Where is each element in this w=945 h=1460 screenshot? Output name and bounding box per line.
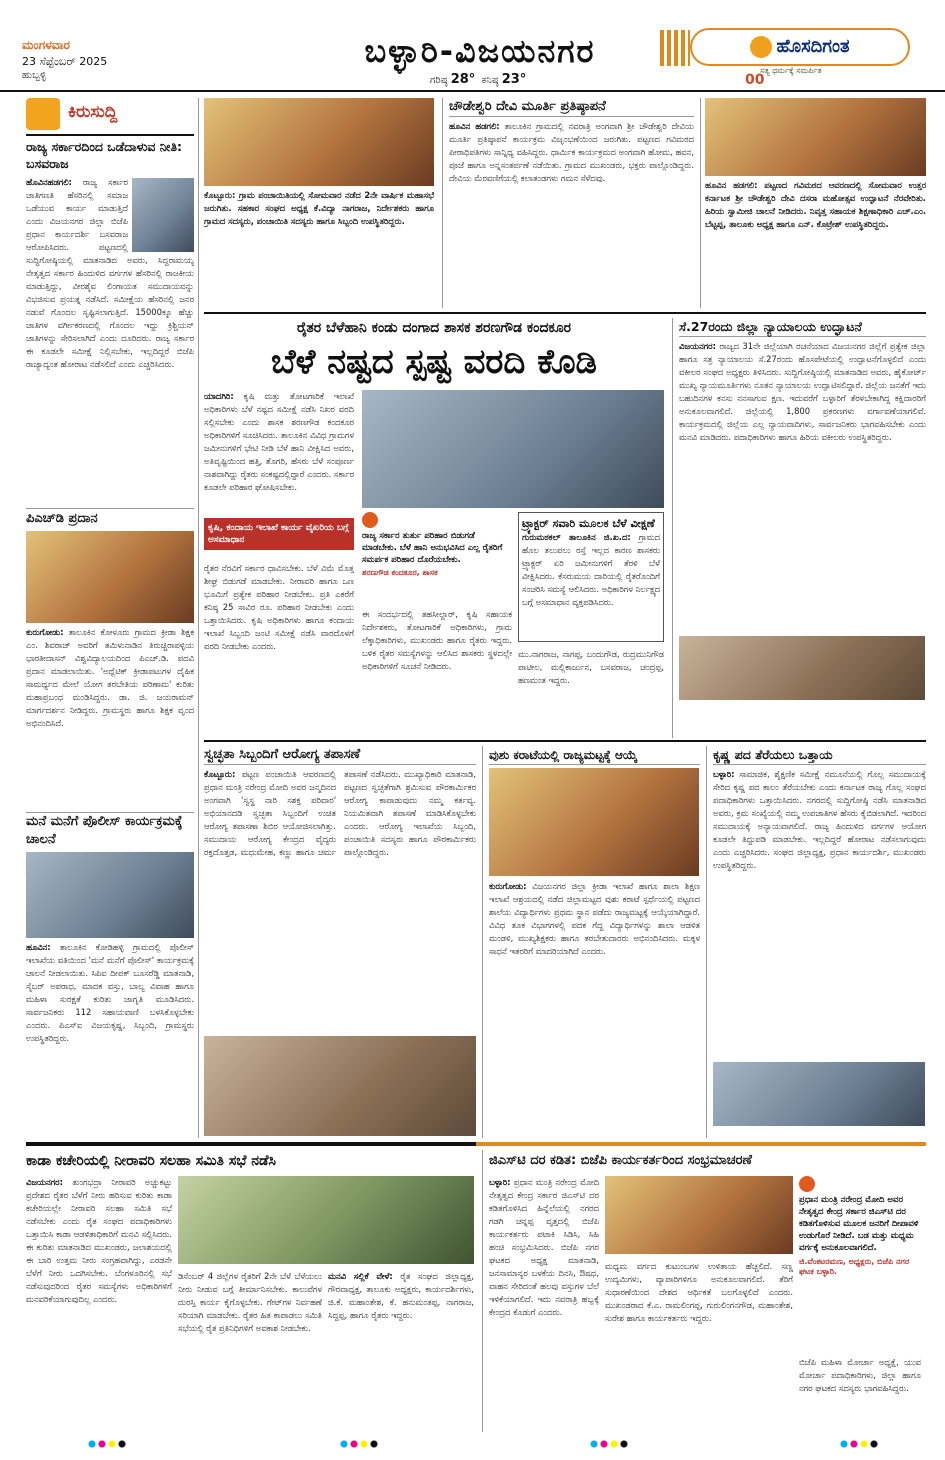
column-rule <box>198 98 199 1138</box>
story-body: ತಾಲೂಕಿನ ಕೋಡಿಹಳ್ಳಿ ಗ್ರಾಮದಲ್ಲಿ ಪೊಲೀಸ್ ಇಲಾಖೆಯ ವತಿಯಿಂದ 'ಮನೆ ಮನೆಗೆ ಪೊಲೀಸ್' ಕಾರ್ಯಕ್ರಮಕ್ಕೆ ಚಾಲನೆ ನೀಡಲಾಯಿತು. ಸಿಪಿಐ ದೀಪಕ್ ಬೂಸರೆಡ್ಡಿ ಮಾತನಾಡಿ, ಸೈಬರ್ ಅಪರಾಧ, ಮಾದಕ ವಸ್ತು, ಬಾಲ್ಯ ವಿವಾಹ ಹಾಗೂ ಮಹಿಳಾ ಸುರಕ್ಷತೆ ಕುರಿತು ಜಾಗೃತಿ ಮೂಡಿಸಿದರು. ಸಾರ್ವಜನಿಕರು 112 ಸಹಾಯವಾಣಿ ಬಳಸಿಕೊಳ್ಳಬೇಕು ಎಂದರು. ಪಿಎಸ್‌ಐ ವಿಜಯಕೃಷ್ಣ, ಸಿಬ್ಬಂದಿ, ಗ್ರಾಮಸ್ಥರು ಉಪಸ್ಥಿತರಿದ್ದರು. <box>26 942 194 1043</box>
story-title: ಮನೆ ಮನೆಗೆ ಪೊಲೀಸ್ ಕಾರ್ಯಕ್ರಮಕ್ಕೆ ಚಾಲನೆ <box>26 814 183 847</box>
dateline: ಹೊವಿನಹಡಗಲಿ: <box>26 177 72 187</box>
tractor-box <box>518 512 664 642</box>
hand-icon <box>26 98 60 130</box>
story-title: ಕಾಡಾ ಕಚೇರಿಯಲ್ಲಿ ನೀರಾವರಿ ಸಲಹಾ ಸಮಿತಿ ಸಭೆ ನಡೆಸಿ <box>26 1153 276 1169</box>
story-chowdeshwari <box>442 98 694 308</box>
police-photo <box>26 852 194 938</box>
lead-headline: ಬೆಳೆ ನಷ್ಟದ ಸ್ಪಷ್ಟ ವರದಿ ಕೊಡಿ <box>271 342 597 382</box>
lead-quote <box>362 512 512 604</box>
issue-date: 23 ಸೆಪ್ಟೆಂಬರ್ 2025 <box>22 55 108 68</box>
lead-people-wrap <box>518 648 664 736</box>
dateline: ವಿಜಯನಗರ: <box>26 1177 63 1187</box>
section-label-kirusuddi <box>26 98 194 130</box>
story-body: ರಾಜ್ಯದ 31ನೇ ಜಿಲ್ಲೆಯಾಗಿ ರಚನೆಯಾದ ವಿಜಯನಗರ ಜಿಲ್ಲೆಗೆ ಪ್ರತ್ಯೇಕ ಜಿಲ್ಲಾ ಹಾಗೂ ಸತ್ರ ನ್ಯಾಯಾಲಯ ಸೆ.27ರಂದು ಹೊಸಪೇಟೆಯಲ್ಲಿ ಉದ್ಘಾಟನೆಗೊಳ್ಳಲಿದೆ ಎಂದು ವಕೀಲರ ಸಂಘದ ಅಧ್ಯಕ್ಷರು ತಿಳಿಸಿದರು. ಸುದ್ದಿಗೋಷ್ಠಿಯಲ್ಲಿ ಮಾತನಾಡಿದ ಅವರು, ಹೈಕೋರ್ಟ್ ಮುಖ್ಯ ನ್ಯಾಯಮೂರ್ತಿಗಳು ನೂತನ ನ್ಯಾಯಾಲಯ ಉದ್ಘಾಟಿಸಲಿದ್ದಾರೆ. ಜಿಲ್ಲೆಯ ಜನತೆಗೆ ಇದು ಬಹುದಿನಗಳ ಕನಸು ನನಸಾಗುವ ಕ್ಷಣ. ಇದುವರೆಗೆ ಬಳ್ಳಾರಿಗೆ ತೆರಳಬೇಕಾಗಿದ್ದ ಕಕ್ಷಿದಾರರಿಗೆ ಅನುಕೂಲವಾಗಲಿದೆ. ಜಿಲ್ಲೆಯಲ್ಲಿ 1,800 ಪ್ರಕರಣಗಳು ವರ್ಗಾವಣೆಯಾಗಲಿವೆ. ಕಾರ್ಯಕ್ರಮದಲ್ಲಿ ಜಿಲ್ಲೆಯ ಎಲ್ಲ ನ್ಯಾಯವಾದಿಗಳು, ಸಾರ್ವಜನಿಕರು ಭಾಗವಹಿಸಬೇಕು ಎಂದು ಮನವಿ ಮಾಡಿದರು. ಪದಾಧಿಕಾರಿಗಳು ಹಾಗೂ ಹಿರಿಯ ವಕೀಲರು ಉಪಸ್ಥಿತರಿದ್ದರು. <box>679 341 926 442</box>
story-body: ಪಟ್ಟಣ ಪಂಚಾಯಿತಿ ಆವರಣದಲ್ಲಿ ಪ್ರಧಾನ ಮಂತ್ರಿ ನರೇಂದ್ರ ಮೋದಿ ಅವರ ಜನ್ಮದಿನದ ಅಂಗವಾಗಿ 'ಸ್ವಸ್ಥ ನಾರಿ ಸಶಕ್ತ ಪರಿವಾರ' ಅಭಿಯಾನದಡಿ ಸ್ವಚ್ಛತಾ ಸಿಬ್ಬಂದಿಗೆ ಉಚಿತ ಆರೋಗ್ಯ ತಪಾಸಣಾ ಶಿಬಿರ ಆಯೋಜಿಸಲಾಗಿತ್ತು. ಸಮುದಾಯ ಆರೋಗ್ಯ ಕೇಂದ್ರದ ವೈದ್ಯರು ರಕ್ತದೊತ್ತಡ, ಮಧುಮೇಹ, ಕಣ್ಣು ಹಾಗೂ ಚರ್ಮ ತಪಾಸಣೆ ನಡೆಸಿದರು. ಮುಖ್ಯಾಧಿಕಾರಿ ಮಾತನಾಡಿ, ಪಟ್ಟಣದ ಸ್ವಚ್ಛತೆಗಾಗಿ ಶ್ರಮಿಸುವ ಪೌರಕಾರ್ಮಿಕರ ಆರೋಗ್ಯ ಕಾಪಾಡುವುದು ನಮ್ಮ ಕರ್ತವ್ಯ. ನಿಯಮಿತವಾಗಿ ತಪಾಸಣೆ ಮಾಡಿಸಿಕೊಳ್ಳಬೇಕು ಎಂದರು. ಆರೋಗ್ಯ ಇಲಾಖೆಯ ಸಿಬ್ಬಂದಿ, ಪಂಚಾಯಿತಿ ಸದಸ್ಯರು ಹಾಗೂ ಪೌರಕಾರ್ಮಿಕರು ಪಾಲ್ಗೊಂಡಿದ್ದರು. <box>204 769 476 857</box>
story-dasara-photo <box>700 98 926 308</box>
story-phd <box>26 508 194 808</box>
quote-author: ಜಿ.ವೆಂಕಟರಮಣ, ಅಧ್ಯಕ್ಷರು, ಬಿಜೆಪಿ ನಗರ ಘಟಕ ಬಳ್ಳಾರಿ. <box>799 1257 910 1276</box>
dateline: ಬಳ್ಳಾರಿ: <box>489 1177 511 1187</box>
story-krishna <box>706 746 926 1138</box>
dateline: ಯಾದಗಿರಿ: <box>204 391 234 401</box>
lead-body-1: ಕೃಷಿ ಮತ್ತು ತೋಟಗಾರಿಕೆ ಇಲಾಖೆ ಅಧಿಕಾರಿಗಳು ಬೆಳೆ ನಷ್ಟದ ಸಮೀಕ್ಷೆ ನಡೆಸಿ ನಿಖರ ವರದಿ ಸಲ್ಲಿಸಬೇಕು ಎಂದು ಶಾಸಕ ಶರಣಗೌಡ ಕಂದಕೂರ ಅಧಿಕಾರಿಗಳಿಗೆ ಸೂಚಿಸಿದರು. ತಾಲೂಕಿನ ವಿವಿಧ ಗ್ರಾಮಗಳ ಜಮೀನುಗಳಿಗೆ ಭೇಟಿ ನೀಡಿ ಬೆಳೆ ಹಾನಿ ವೀಕ್ಷಿಸಿದ ಅವರು, ಅತಿವೃಷ್ಟಿಯಿಂದ ಹತ್ತಿ, ತೊಗರಿ, ಹೆಸರು ಬೆಳೆ ಸಂಪೂರ್ಣ ನಾಶವಾಗಿದ್ದು ರೈತರು ಸಂಕಷ್ಟದಲ್ಲಿದ್ದಾರೆ ಎಂದರು. ಸರ್ಕಾರ ಕೂಡಲೇ ಪರಿಹಾರ ಘೋಷಿಸಬೇಕು. <box>204 391 354 492</box>
issue-day: ಮಂಗಳವಾರ <box>22 38 71 52</box>
page-number: 00 <box>745 72 765 88</box>
story-title: ಸೆ.27ರಂದು ಜಿಲ್ಲಾ ನ್ಯಾಯಾಲಯ ಉದ್ಘಾಟನೆ <box>679 318 926 337</box>
phd-photo <box>26 531 194 623</box>
story-kada <box>26 1150 474 1432</box>
court-photo <box>679 636 925 700</box>
dasara-photo <box>705 98 926 176</box>
kada-body-2: ಡಿಸೆಂಬರ್ 4 ಜಿಲ್ಲೆಗಳ ರೈತರಿಗೆ 2ನೇ ಬೆಳೆ ಬೆಳೆಯಲು ನೀರು ನೀಡುವ ಬಗ್ಗೆ ತೀರ್ಮಾನಿಸಬೇಕು. ಕಾಲುವೆಗಳ ದುರಸ್ತಿ ಕಾರ್ಯ ಕೈಗೊಳ್ಳಬೇಕು. ಗೇಟ್‌ಗಳ ನಿರ್ವಹಣೆ ಸರಿಯಾಗಿ ಮಾಡಬೇಕು. ರೈತರ ಹಿತ ಕಾಪಾಡಲು ಸಮಿತಿ ಸಭೆಯಲ್ಲಿ ರೈತ ಪ್ರತಿನಿಧಿಗಳಿಗೆ ಅವಕಾಶ ನೀಡಬೇಕು. <box>178 1271 322 1333</box>
kada-body-2-wrap <box>178 1270 322 1432</box>
dateline: ಕೊಟ್ಟೂರು: <box>204 769 236 779</box>
karate-photo <box>489 768 699 876</box>
dateline: ಕೊಟ್ಟೂರು: <box>204 190 236 200</box>
lead-body-2: ರೈತರ ನೆರವಿಗೆ ಸರ್ಕಾರ ಧಾವಿಸಬೇಕು. ಬೆಳೆ ವಿಮೆ ಮೊತ್ತ ಶೀಘ್ರ ಬಿಡುಗಡೆ ಮಾಡಬೇಕು. ನೀರಾವರಿ ಹಾಗೂ ಒಣ ಭೂಮಿಗೆ ಪ್ರತ್ಯೇಕ ಪರಿಹಾರ ನೀಡಬೇಕು. ಪ್ರತಿ ಎಕರೆಗೆ ಕನಿಷ್ಠ 25 ಸಾವಿರ ರೂ. ಪರಿಹಾರ ನೀಡಬೇಕು ಎಂದು ಒತ್ತಾಯಿಸಿದರು. ಕೃಷಿ ಅಧಿಕಾರಿಗಳು ಹಾಗೂ ಕಂದಾಯ ಇಲಾಖೆ ಸಿಬ್ಬಂದಿ ಜಂಟಿ ಸಮೀಕ್ಷೆ ನಡೆಸಿ ವಾರದೊಳಗೆ ವರದಿ ನೀಡಬೇಕು ಎಂದರು. <box>204 563 354 651</box>
story-title: ಸ್ವಚ್ಛತಾ ಸಿಬ್ಬಂದಿಗೆ ಆರೋಗ್ಯ ತಪಾಸಣೆ <box>204 746 476 765</box>
story-title: ವುಶು ಕರಾಟೆಯಲ್ಲಿ ರಾಜ್ಯಮಟ್ಟಕ್ಕೆ ಆಯ್ಕೆ <box>489 746 700 765</box>
dateline: ಕುರುಗೋಡು: <box>26 627 64 637</box>
caption: ಗ್ರಾಮ ಪಂಚಾಯಿತಿಯಲ್ಲಿ ಸೋಮವಾರ ನಡೆದ 2ನೇ ವಾರ್ಷಿಕ ಮಹಾಸಭೆ ಜರುಗಿತು. ಸಹಕಾರ ಸಂಘದ ಅಧ್ಯಕ್ಷ ಕೆ.ವಿದ್ಯಾ ನಾಗರಾಜ, ನಿರ್ದೇಶಕರು ಹಾಗೂ ಗ್ರಾಮದ ಸದಸ್ಯರು, ಪಂಚಾಯಿತಿ ಸದಸ್ಯರು ಹಾಗೂ ಸಿಬ್ಬಂದಿ ಉಪಸ್ಥಿತರಿದ್ದರು. <box>204 190 434 226</box>
masthead <box>0 0 945 92</box>
lead-body-2-wrap <box>204 562 354 736</box>
story-body: ವಿಜಯನಗರ ಜಿಲ್ಲಾ ಕ್ರೀಡಾ ಇಲಾಖೆ ಹಾಗೂ ಶಾಲಾ ಶಿಕ್ಷಣ ಇಲಾಖೆ ಆಶ್ರಯದಲ್ಲಿ ನಡೆದ ಜಿಲ್ಲಾಮಟ್ಟದ ವುಶು ಕರಾಟೆ ಸ್ಪರ್ಧೆಯಲ್ಲಿ ಪಟ್ಟಣದ ಶಾಲೆಯ ವಿದ್ಯಾರ್ಥಿಗಳು ಪ್ರಥಮ ಸ್ಥಾನ ಪಡೆದು ರಾಜ್ಯಮಟ್ಟಕ್ಕೆ ಆಯ್ಕೆಯಾಗಿದ್ದಾರೆ. ವಿವಿಧ ತೂಕ ವಿಭಾಗಗಳಲ್ಲಿ ಪದಕ ಗೆದ್ದ ವಿದ್ಯಾರ್ಥಿಗಳನ್ನು ಶಾಲಾ ಆಡಳಿತ ಮಂಡಳಿ, ಮುಖ್ಯಶಿಕ್ಷಕರು ಹಾಗೂ ತರಬೇತುದಾರರು ಅಭಿನಂದಿಸಿದರು. ಮಕ್ಕಳ ಸಾಧನೆ ಇತರರಿಗೆ ಮಾದರಿಯಾಗಿದೆ ಎಂದರು. <box>489 881 700 956</box>
tractor-title: ಟ್ರ್ಯಾಕ್ಟರ್ ಸವಾರಿ ಮೂಲಕ ಬೆಳೆ ವೀಕ್ಷಣೆ <box>522 517 655 530</box>
kada-body-1: ತುಂಗಭದ್ರಾ ನೀರಾವರಿ ಅಚ್ಚುಕಟ್ಟು ಪ್ರದೇಶದ ರೈತರ ಬೆಳೆಗೆ ನೀರು ಹರಿಸುವ ಕುರಿತು ಕಾಡಾ ಕಚೇರಿಯಲ್ಲೇ ನೀರಾವರಿ ಸಲಹಾ ಸಮಿತಿ ಸಭೆ ನಡೆಸಬೇಕು ಎಂದು ರೈತ ಸಂಘದ ಪದಾಧಿಕಾರಿಗಳು ಒತ್ತಾಯಿಸಿ ಕಾಡಾ ಆಡಳಿತಾಧಿಕಾರಿಗೆ ಮನವಿ ಸಲ್ಲಿಸಿದರು. ಈ ಕುರಿತು ಮಾತನಾಡಿದ ಮುಖಂಡರು, ಜಲಾಶಯದಲ್ಲಿ ಈ ಬಾರಿ ಉತ್ತಮ ನೀರು ಸಂಗ್ರಹವಾಗಿದ್ದು, ಎರಡನೇ ಬೆಳೆಗೆ ನೀರು ಒದಗಿಸಬೇಕು. ಬೆಂಗಳೂರಿನಲ್ಲಿ ಸಭೆ ನಡೆಸುವುದರಿಂದ ರೈತರ ಸಮಸ್ಯೆಗಳು ಅಧಿಕಾರಿಗಳಿಗೆ ಮನವರಿಕೆಯಾಗುವುದಿಲ್ಲ ಎಂದರು. <box>26 1177 172 1304</box>
kada-photo <box>178 1176 474 1264</box>
portrait-photo <box>132 178 194 252</box>
gst-photo <box>605 1176 793 1254</box>
lead-photo <box>362 390 664 508</box>
lead-body-3-wrap <box>362 608 512 736</box>
gst-body-1: ಪ್ರಧಾನ ಮಂತ್ರಿ ನರೇಂದ್ರ ಮೋದಿ ನೇತೃತ್ವದ ಕೇಂದ್ರ ಸರ್ಕಾರ ಜಿಎಸ್‌ಟಿ ದರ ಕಡಿತಗೊಳಿಸಿದ ಹಿನ್ನೆಲೆಯಲ್ಲಿ ನಗರದ ಗಡಗಿ ಚನ್ನಪ್ಪ ವೃತ್ತದಲ್ಲಿ ಬಿಜೆಪಿ ಕಾರ್ಯಕರ್ತರು ಪಟಾಕಿ ಸಿಡಿಸಿ, ಸಿಹಿ ಹಂಚಿ ಸಂಭ್ರಮಿಸಿದರು. ಬಿಜೆಪಿ ನಗರ ಘಟಕದ ಅಧ್ಯಕ್ಷ ಮಾತನಾಡಿ, ಜನಸಾಮಾನ್ಯರ ಬಳಕೆಯ ದಿನಸಿ, ಔಷಧ, ವಾಹನ ಸೇರಿದಂತೆ ಹಲವು ವಸ್ತುಗಳ ಬೆಲೆ ಇಳಿಕೆಯಾಗಲಿದೆ. ಇದು ನವರಾತ್ರಿ ಹಬ್ಬಕ್ಕೆ ಕೇಂದ್ರದ ಕೊಡುಗೆ ಎಂದರು. <box>489 1177 599 1317</box>
krishna-photo <box>713 1062 925 1126</box>
gst-body-2: ಮಧ್ಯಮ ವರ್ಗದ ಕುಟುಂಬಗಳ ಉಳಿತಾಯ ಹೆಚ್ಚಲಿದೆ. ಸಣ್ಣ ಉದ್ಯಮಿಗಳು, ವ್ಯಾಪಾರಿಗಳಿಗೂ ಅನುಕೂಲವಾಗಲಿದೆ. ತೆರಿಗೆ ಸುಧಾರಣೆಯಿಂದ ದೇಶದ ಆರ್ಥಿಕತೆ ಬಲಗೊಳ್ಳಲಿದೆ ಎಂದರು. ಮುಖಂಡರಾದ ಕೆ.ಎ. ರಾಮಲಿಂಗಪ್ಪ, ಗುರುಲಿಂಗನಗೌಡ, ಮಹಾಂತೇಶ, ಸುರೇಶ ಹಾಗೂ ಕಾರ್ಯಕರ್ತರು ಇದ್ದರು. <box>605 1261 793 1323</box>
registration-marks <box>840 1440 880 1448</box>
edition-title: ಬಳ್ಳಾರಿ-ವಿಜಯನಗರ <box>364 32 596 70</box>
story-body: ರಾಜ್ಯ ಸರ್ಕಾರ ಜಾತಿಗಣತಿ ಹೆಸರಿನಲ್ಲಿ ಸಮಾಜ ಒಡೆಯುವ ಕಾರ್ಯ ಮಾಡುತ್ತಿದೆ ಎಂದು ವಿಜಯನಗರ ಜಿಲ್ಲಾ ಬಿಜೆಪಿ ಪ್ರಧಾನ ಕಾರ್ಯದರ್ಶಿ ಬಸವರಾಜ ಆರೋಪಿಸಿದರು. ಪಟ್ಟಣದಲ್ಲಿ ಸುದ್ದಿಗೋಷ್ಠಿಯಲ್ಲಿ ಮಾತನಾಡಿದ ಅವರು, ಸಿದ್ದರಾಮಯ್ಯ ನೇತೃತ್ವದ ಸರ್ಕಾರ ಹಿಂದುಳಿದ ವರ್ಗಗಳ ಹೆಸರಿನಲ್ಲಿ ರಾಜಕೀಯ ಮಾಡುತ್ತಿದ್ದು, ವೀರಶೈವ ಲಿಂಗಾಯತ ಸಮುದಾಯವನ್ನು ವಿಭಜಿಸುವ ಪ್ರಯತ್ನ ನಡೆಸಿದೆ. ಸಮೀಕ್ಷೆಯ ಹೆಸರಿನಲ್ಲಿ ಜನರ ನಡುವೆ ಗೊಂದಲ ಸೃಷ್ಟಿಸಲಾಗುತ್ತಿದೆ. 15000ಕ್ಕೂ ಹೆಚ್ಚು ಜಾತಿಗಳ ವರ್ಗೀಕರಣದಲ್ಲಿ ಗೊಂದಲ ಇದ್ದು ಕ್ರಿಶ್ಚಿಯನ್ ಜಾತಿಗಳನ್ನು ಸೇರಿಸಲಾಗಿದೆ ಎಂದು ದೂರಿದರು. ರಾಜ್ಯ ಸರ್ಕಾರ ಈ ಕೂಡಲೇ ಸಮೀಕ್ಷೆ ನಿಲ್ಲಿಸಬೇಕು, ಇಲ್ಲದಿದ್ದರೆ ಬಿಜೆಪಿ ರಾಜ್ಯಾದ್ಯಂತ ಹೋರಾಟ ನಡೆಸಲಿದೆ ಎಂದು ಎಚ್ಚರಿಸಿದರು. <box>26 177 194 369</box>
brand-logo <box>690 28 910 66</box>
story-title: ರಾಜ್ಯ ಸರ್ಕಾರದಿಂದ ಒಡೆದಾಳುವ ನೀತಿ: ಬಸವರಾಜ <box>26 139 182 171</box>
gst-tail-wrap <box>799 1356 921 1432</box>
weather <box>430 72 526 87</box>
lead-box-label: ಕೃಷಿ, ಕಂದಾಯ ಇಲಾಖೆ ಕಾರ್ಯ ವೈಖರಿಯ ಬಗ್ಗೆ ಅಸಮಾಧಾನ <box>204 518 354 550</box>
gst-body-2-wrap <box>605 1260 793 1432</box>
quote-text: ಪ್ರಧಾನ ಮಂತ್ರಿ ನರೇಂದ್ರ ಮೋದಿ ಅವರ ನೇತೃತ್ವದ ಕೇಂದ್ರ ಸರ್ಕಾರ ಜಿಎಸ್‌ಟಿ ದರ ಕಡಿತಗೊಳಿಸುವ ಮೂಲಕ ಜನರಿಗೆ ದೀಪಾವಳಿ ಉಡುಗೊರೆ ನೀಡಿದೆ. ಬಡ ಮತ್ತು ಮಧ್ಯಮ ವರ್ಗಕ್ಕೆ ಅನುಕೂಲವಾಗಲಿದೆ. <box>799 1195 919 1253</box>
brand-name: ಹೊಸದಿಗಂತ <box>776 36 850 57</box>
story-title: ಪಿಎಚ್‌ಡಿ ಪ್ರದಾನ <box>26 511 98 526</box>
brand-stripe <box>660 30 690 66</box>
kada-body-3-wrap <box>328 1270 474 1432</box>
quote-author: ಶರಣಗೌಡ ಕಂದಕೂರ, ಶಾಸಕ <box>362 568 438 577</box>
story-basavaraj <box>26 138 194 506</box>
brand-tagline: ಸತ್ಯ ಧರ್ಮಕ್ಕೆ ಸಮರ್ಪಿತ <box>760 66 822 75</box>
dateline: ಕುರುಗೋಡು: <box>489 881 527 891</box>
story-cooperative-photo <box>204 98 434 308</box>
story-body: ತಾಲೂಕಿನ ಗ್ರಾಮದಲ್ಲಿ ನವರಾತ್ರಿ ಅಂಗವಾಗಿ ಶ್ರೀ ಚೌಡೇಶ್ವರಿ ದೇವಿಯ ಮೂರ್ತಿ ಪ್ರತಿಷ್ಠಾಪನೆ ಕಾರ್ಯಕ್ರಮ ವಿಜೃಂಭಣೆಯಿಂದ ಜರುಗಿತು. ಪಟ್ಟಣದ ಗವಿಮಠದ ಪೀಠಾಧಿಪತಿಗಳು ಸಾನ್ನಿಧ್ಯ ವಹಿಸಿದ್ದರು. ಧಾರ್ಮಿಕ ಕಾರ್ಯಕ್ರಮದ ಅಂಗವಾಗಿ ಹೋಮ, ಹವನ, ಪೂಜೆ ಹಾಗೂ ಅನ್ನಸಂತರ್ಪಣೆ ನಡೆಯಿತು. ಗ್ರಾಮದ ಮುಖಂಡರು, ಭಕ್ತರು ಪಾಲ್ಗೊಂಡಿದ್ದರು. ದೇವಿಯ ಮೆರವಣಿಗೆಯಲ್ಲಿ ಕಲಾತಂಡಗಳು ಗಮನ ಸೆಳೆದವು. <box>449 121 694 183</box>
dateline: ಹೂವಿನ: <box>26 942 51 952</box>
story-karate <box>482 746 700 1138</box>
story-gst <box>482 1150 926 1432</box>
lamp-icon <box>750 36 772 58</box>
quote-text: ರಾಜ್ಯ ಸರ್ಕಾರ ತುರ್ತು ಪರಿಹಾರ ಬಿಡುಗಡೆ ಮಾಡಬೇಕು. ಬೆಳೆ ಹಾನಿ ಅನುಭವಿಸಿದ ಎಲ್ಲ ರೈತರಿಗೆ ಸಮರ್ಪಕ ಪರಿಹಾರ ದೊರೆಯಬೇಕು. <box>362 531 503 565</box>
issue-city: ಹುಬ್ಬಳ್ಳಿ <box>22 70 47 81</box>
lead-body-3: ಈ ಸಂದರ್ಭದಲ್ಲಿ ತಹಸೀಲ್ದಾರ್, ಕೃಷಿ ಸಹಾಯಕ ನಿರ್ದೇಶಕರು, ತೋಟಗಾರಿಕೆ ಅಧಿಕಾರಿಗಳು, ಗ್ರಾಮ ಲೆಕ್ಕಾಧಿಕಾರಿಗಳು, ಮುಖಂಡರು ಹಾಗೂ ರೈತರು ಇದ್ದರು. ಬಳಿಕ ರೈತರ ಸಮಸ್ಯೆಗಳನ್ನು ಆಲಿಸಿದ ಶಾಸಕರು ಸ್ಥಳದಲ್ಲೇ ಅಧಿಕಾರಿಗಳಿಗೆ ಸೂಚನೆ ನೀಡಿದರು. <box>362 609 512 671</box>
story-title: ಚೌಡೇಶ್ವರಿ ದೇವಿ ಮೂರ್ತಿ ಪ್ರತಿಷ್ಠಾಪನೆ <box>449 98 694 117</box>
dateline: ಹೂವಿನ ಹಡಗಲಿ: <box>449 121 500 131</box>
dateline: ಹೂವಿನ ಹಡಗಲಿ: <box>705 180 758 190</box>
quote-icon <box>362 512 378 528</box>
registration-marks <box>590 1440 630 1448</box>
quote-icon <box>799 1176 815 1192</box>
weather-min-label: ಕನಿಷ್ಠ <box>481 75 499 86</box>
lead-box <box>204 518 354 550</box>
divider <box>204 312 926 314</box>
lead-people: ಮು.ನಾಗರಾಜ, ನಾಗಪ್ಪ, ಬಂದುಗೌಡ, ರುದ್ರಮುನಿಗೌಡ ಪಾಟೀಲ, ಮಲ್ಲಿಕಾರ್ಜುನ, ಬಸವರಾಜ, ಚಂದ್ರಪ್ಪ, ಹಣಮಂತ ಇದ್ದರು. <box>518 649 664 685</box>
meeting-photo <box>204 98 434 186</box>
story-body: ತಾಲೂಕಿನ ಕೋಳೂರು ಗ್ರಾಮದ ಕ್ರೀಡಾ ಶಿಕ್ಷಕ ಎಂ. ಶಿವರಾಜ್ ಅವರಿಗೆ ತಮಿಳುನಾಡಿನ ತಿರುಚ್ಚಿರಾಪಳ್ಳಿಯ ಭಾರತೀದಾಸನ್ ವಿಶ್ವವಿದ್ಯಾಲಯದಿಂದ ಪಿಎಚ್.ಡಿ. ಪದವಿ ಪ್ರದಾನ ಮಾಡಲಾಯಿತು. 'ಅಥ್ಲೆಟಿಕ್ ಕ್ರೀಡಾಪಟುಗಳ ದೈಹಿಕ ಸಾಮರ್ಥ್ಯದ ಮೇಲೆ ಯೋಗ ತರಬೇತಿಯ ಪರಿಣಾಮ' ಕುರಿತು ಮಹಾಪ್ರಬಂಧ ಮಂಡಿಸಿದ್ದರು. ಡಾ. ಜಿ. ಜಯರಾಮನ್ ಮಾರ್ಗದರ್ಶನ ನೀಡಿದ್ದರು. ಗ್ರಾಮಸ್ಥರು ಹಾಗೂ ಶಿಕ್ಷಕ ವೃಂದ ಅಭಿನಂದಿಸಿದೆ. <box>26 627 194 728</box>
health-photo <box>204 1036 476 1136</box>
gst-quote <box>799 1176 921 1348</box>
divider <box>26 134 194 136</box>
weather-max-label: ಗರಿಷ್ಠ <box>430 75 448 86</box>
tractor-body: ಗ್ರಾಮದ ಹೊಲ ತಲುಪಲು ರಸ್ತೆ ಇಲ್ಲದ ಕಾರಣ ಶಾಸಕರು ಟ್ರ್ಯಾಕ್ಟರ್ ಏರಿ ಜಮೀನುಗಳಿಗೆ ತೆರಳಿ ಬೆಳೆ ವೀಕ್ಷಿಸಿದರು. ಕೆಸರುಮಯ ದಾರಿಯಲ್ಲಿ ರೈತರೊಂದಿಗೆ ಸಂಚರಿಸಿ ಸಮಸ್ಯೆ ಆಲಿಸಿದರು. ಅಧಿಕಾರಿಗಳ ನಿರ್ಲಕ್ಷ್ಯದ ಬಗ್ಗೆ ಅಸಮಾಧಾನ ವ್ಯಕ್ತಪಡಿಸಿದರು. <box>522 532 660 607</box>
dateline: ಬಳ್ಳಾರಿ: <box>713 769 735 779</box>
divider <box>26 1142 926 1146</box>
divider <box>204 740 926 742</box>
section-label-text: ಕಿರುಸುದ್ದಿ <box>68 102 118 122</box>
registration-marks <box>340 1440 380 1448</box>
dateline: ವಿಜಯನಗರ: <box>679 341 716 351</box>
weather-max: 28° <box>450 72 476 87</box>
story-health <box>204 746 476 1138</box>
story-body: ಸಾಮಾಜಿಕ, ಶೈಕ್ಷಣಿಕ ಸಮೀಕ್ಷೆ ನಮೂನೆಯಲ್ಲಿ ಗೊಲ್ಲ ಸಮುದಾಯಕ್ಕೆ ಸೇರಿದ ಕೃಷ್ಣ ಪದ ಕಾಲಂ ತೆರೆಯಬೇಕು ಎಂದು ಕರ್ನಾಟಕ ರಾಜ್ಯ ಗೊಲ್ಲ ಸಂಘದ ಪದಾಧಿಕಾರಿಗಳು ಒತ್ತಾಯಿಸಿದರು. ನಗರದಲ್ಲಿ ಸುದ್ದಿಗೋಷ್ಠಿ ನಡೆಸಿ ಮಾತನಾಡಿದ ಅವರು, ಕ್ರಮ ಸಂಖ್ಯೆಯಲ್ಲಿ ನಮ್ಮ ಉಪಜಾತಿಗಳ ಹೆಸರು ಕೈಬಿಡಲಾಗಿದೆ. ಇದರಿಂದ ಸಮುದಾಯಕ್ಕೆ ಅನ್ಯಾಯವಾಗಲಿದೆ. ರಾಜ್ಯ ಹಿಂದುಳಿದ ವರ್ಗಗಳ ಆಯೋಗ ಕೂಡಲೇ ತಿದ್ದುಪಡಿ ಮಾಡಬೇಕು. ಇಲ್ಲದಿದ್ದರೆ ಹೋರಾಟ ನಡೆಸಲಾಗುವುದು ಎಂದು ಎಚ್ಚರಿಸಿದರು. ಸಂಘದ ಜಿಲ್ಲಾಧ್ಯಕ್ಷ, ಪ್ರಧಾನ ಕಾರ್ಯದರ್ಶಿ, ಮುಖಂಡರು ಉಪಸ್ಥಿತರಿದ್ದರು. <box>713 769 926 870</box>
dateline: ಗುರುಮಠಕಲ್ ತಾಲೂಕಿನ ಜಿ.ಖ.ದ: <box>522 532 631 542</box>
story-title: ಕೃಷ್ಣ ಪದ ತೆರೆಯಲು ಒತ್ತಾಯ <box>713 746 926 765</box>
story-court <box>672 318 926 738</box>
gst-tail: ಬಿಜೆಪಿ ಮಹಿಳಾ ಮೋರ್ಚಾ ಅಧ್ಯಕ್ಷೆ, ಯುವ ಮೋರ್ಚಾ ಪದಾಧಿಕಾರಿಗಳು, ಜಿಲ್ಲಾ ಹಾಗೂ ನಗರ ಘಟಕದ ಸದಸ್ಯರು ಭಾಗವಹಿಸಿದ್ದರು. <box>799 1357 921 1393</box>
registration-marks <box>88 1440 128 1448</box>
lead-story <box>204 318 664 736</box>
kada-subhead: ಮನವಿ ಸಲ್ಲಿಕೆ ವೇಳೆ: <box>328 1271 393 1281</box>
weather-min: 23° <box>501 72 527 87</box>
story-police <box>26 812 194 1134</box>
kada-body-3: ರೈತ ಸಂಘದ ಜಿಲ್ಲಾಧ್ಯಕ್ಷ, ಗೌರವಾಧ್ಯಕ್ಷ, ತಾಲೂಕು ಅಧ್ಯಕ್ಷರು, ಕಾರ್ಯದರ್ಶಿಗಳು, ಜಿ.ಕೆ. ಮಹಾಂತೇಶ, ಕೆ. ಹನುಮಂತಪ್ಪ, ನಾಗರಾಜ, ಸಿದ್ದಪ್ಪ, ಹಾಗೂ ರೈತರು ಇದ್ದರು. <box>328 1271 474 1320</box>
lead-kicker: ರೈತರ ಬೆಳೆಹಾನಿ ಕಂಡು ದಂಗಾದ ಶಾಸಕ ಶರಣಗೌಡ ಕಂದಕೂರ <box>296 320 572 336</box>
story-title: ಜಿಎಸ್‌ಟಿ ದರ ಕಡಿತ: ಬಿಜೆಪಿ ಕಾರ್ಯಕರ್ತರಿಂದ ಸಂಭ್ರಮಾಚರಣೆ <box>489 1153 752 1168</box>
caption: ಪಟ್ಟಣದ ಗವಿಮಠದ ಆವರಣದಲ್ಲಿ ಸೋಮವಾರ ಉತ್ತರ ಕರ್ನಾಟಕ ಶ್ರೀ ಚೌಡೇಶ್ವರಿ ದೇವಿ ದಸರಾ ಮಹೋತ್ಸವ ಉದ್ಘಾಟನೆ ನೆರವೇರಿತು. ಹಿರಿಯ ಸ್ವಾಮೀಜಿ ಚಾಲನೆ ನೀಡಿದರು. ನಿವೃತ್ತ ಸಹಾಯಕ ಶಿಕ್ಷಣಾಧಿಕಾರಿ ಎಚ್.ಎಂ. ಬೆಟ್ಟಪ್ಪ, ತಾಲೂಕು ಅಧ್ಯಕ್ಷ ಹಾಗೂ ಎನ್. ಕೊಟ್ರೇಶ್ ಉಪಸ್ಥಿತರಿದ್ದರು. <box>705 180 926 229</box>
